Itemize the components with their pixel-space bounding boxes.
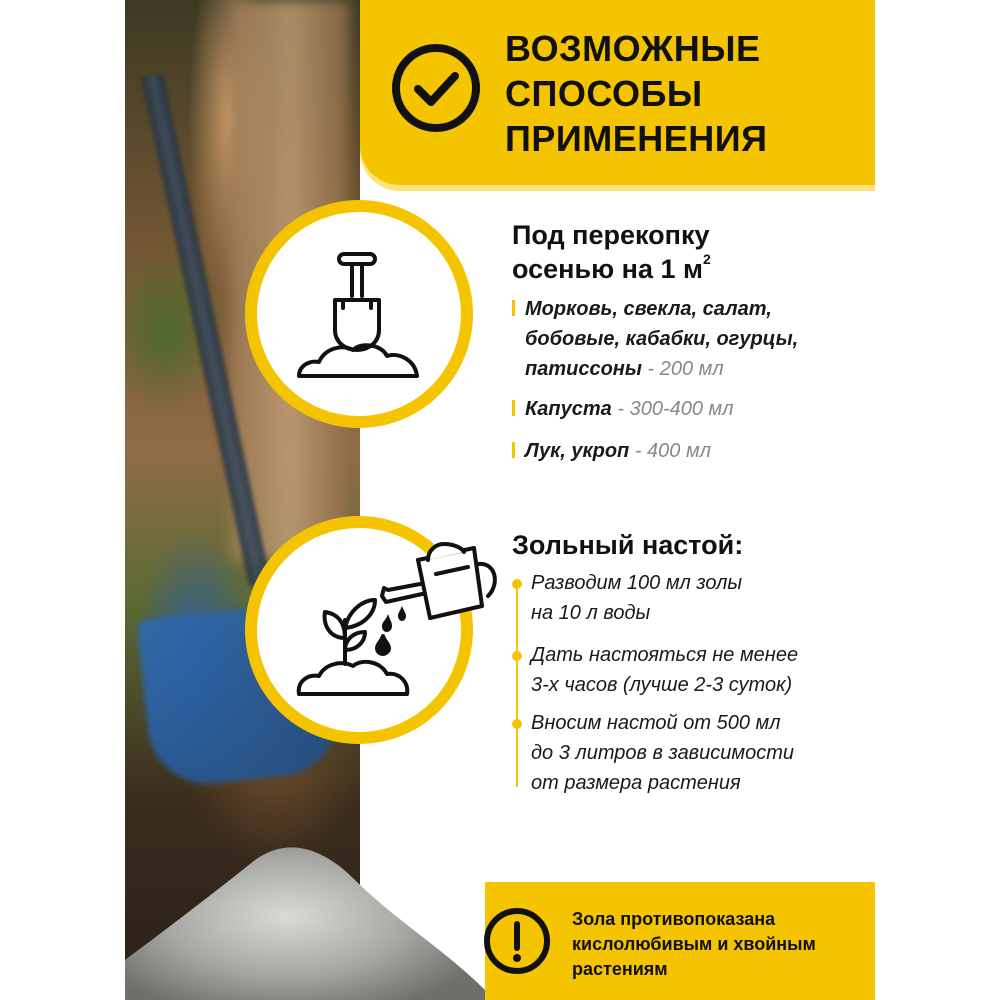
- step-line: Разводим 100 мл золы: [531, 572, 743, 594]
- step-line: Вносим настой от 500 мл: [531, 712, 781, 734]
- warning-icon: [482, 906, 552, 976]
- item-amount: - 300-400 мл: [611, 398, 734, 420]
- step-line: до 3 литров в зависимости: [531, 742, 794, 764]
- bullet-dot: [512, 579, 522, 589]
- warning-line: Зола противопоказана: [572, 909, 776, 929]
- bullet-bar: [512, 442, 515, 458]
- step-line: на 10 л воды: [531, 602, 651, 624]
- list-item: [531, 708, 851, 798]
- item-amount: - 200 мл: [641, 358, 724, 380]
- header-title-line: СПОСОБЫ: [505, 73, 703, 114]
- header-title-line: ПРИМЕНЕНИЯ: [505, 118, 768, 159]
- bullet-bar: [512, 400, 515, 416]
- ash-pile-image: [125, 840, 485, 1000]
- list-item: [525, 294, 855, 384]
- header-title-line: ВОЗМОЖНЫЕ: [505, 28, 761, 69]
- item-crops: Лук, укроп: [525, 440, 630, 462]
- shovel-soil-icon: [295, 250, 423, 380]
- list-item: [531, 568, 851, 628]
- step-line: Дать настояться не менее: [531, 644, 799, 666]
- section1-title-line2: осенью на 1 м: [512, 254, 703, 284]
- steps-timeline-line: [516, 582, 518, 787]
- item-amount: - 400 мл: [629, 440, 711, 462]
- warning-line: растениям: [572, 959, 668, 979]
- watering-can-icon: [378, 540, 502, 636]
- warning-line: кислолюбивым и хвойным: [572, 934, 816, 954]
- section1-title: [512, 218, 842, 286]
- section1-title-line1: Под перекопку: [512, 220, 710, 250]
- section2-title: Зольный настой:: [512, 530, 744, 560]
- square-superscript: 2: [702, 251, 711, 267]
- header-title: [505, 26, 835, 161]
- bullet-bar: [512, 300, 515, 316]
- warning-text: [572, 907, 872, 982]
- step-line: от размера растения: [531, 772, 741, 794]
- check-circle-icon: [388, 40, 484, 136]
- list-item: [525, 436, 855, 466]
- bullet-dot: [512, 719, 522, 729]
- item-crops: Капуста: [525, 398, 612, 420]
- item-crops: Морковь, свекла, салат, бобовые, кабабки, огурцы, патиссоны: [525, 298, 799, 380]
- list-item: [531, 640, 851, 700]
- step-line: 3-х часов (лучше 2-3 суток): [531, 674, 793, 696]
- bullet-dot: [512, 651, 522, 661]
- list-item: [525, 394, 855, 424]
